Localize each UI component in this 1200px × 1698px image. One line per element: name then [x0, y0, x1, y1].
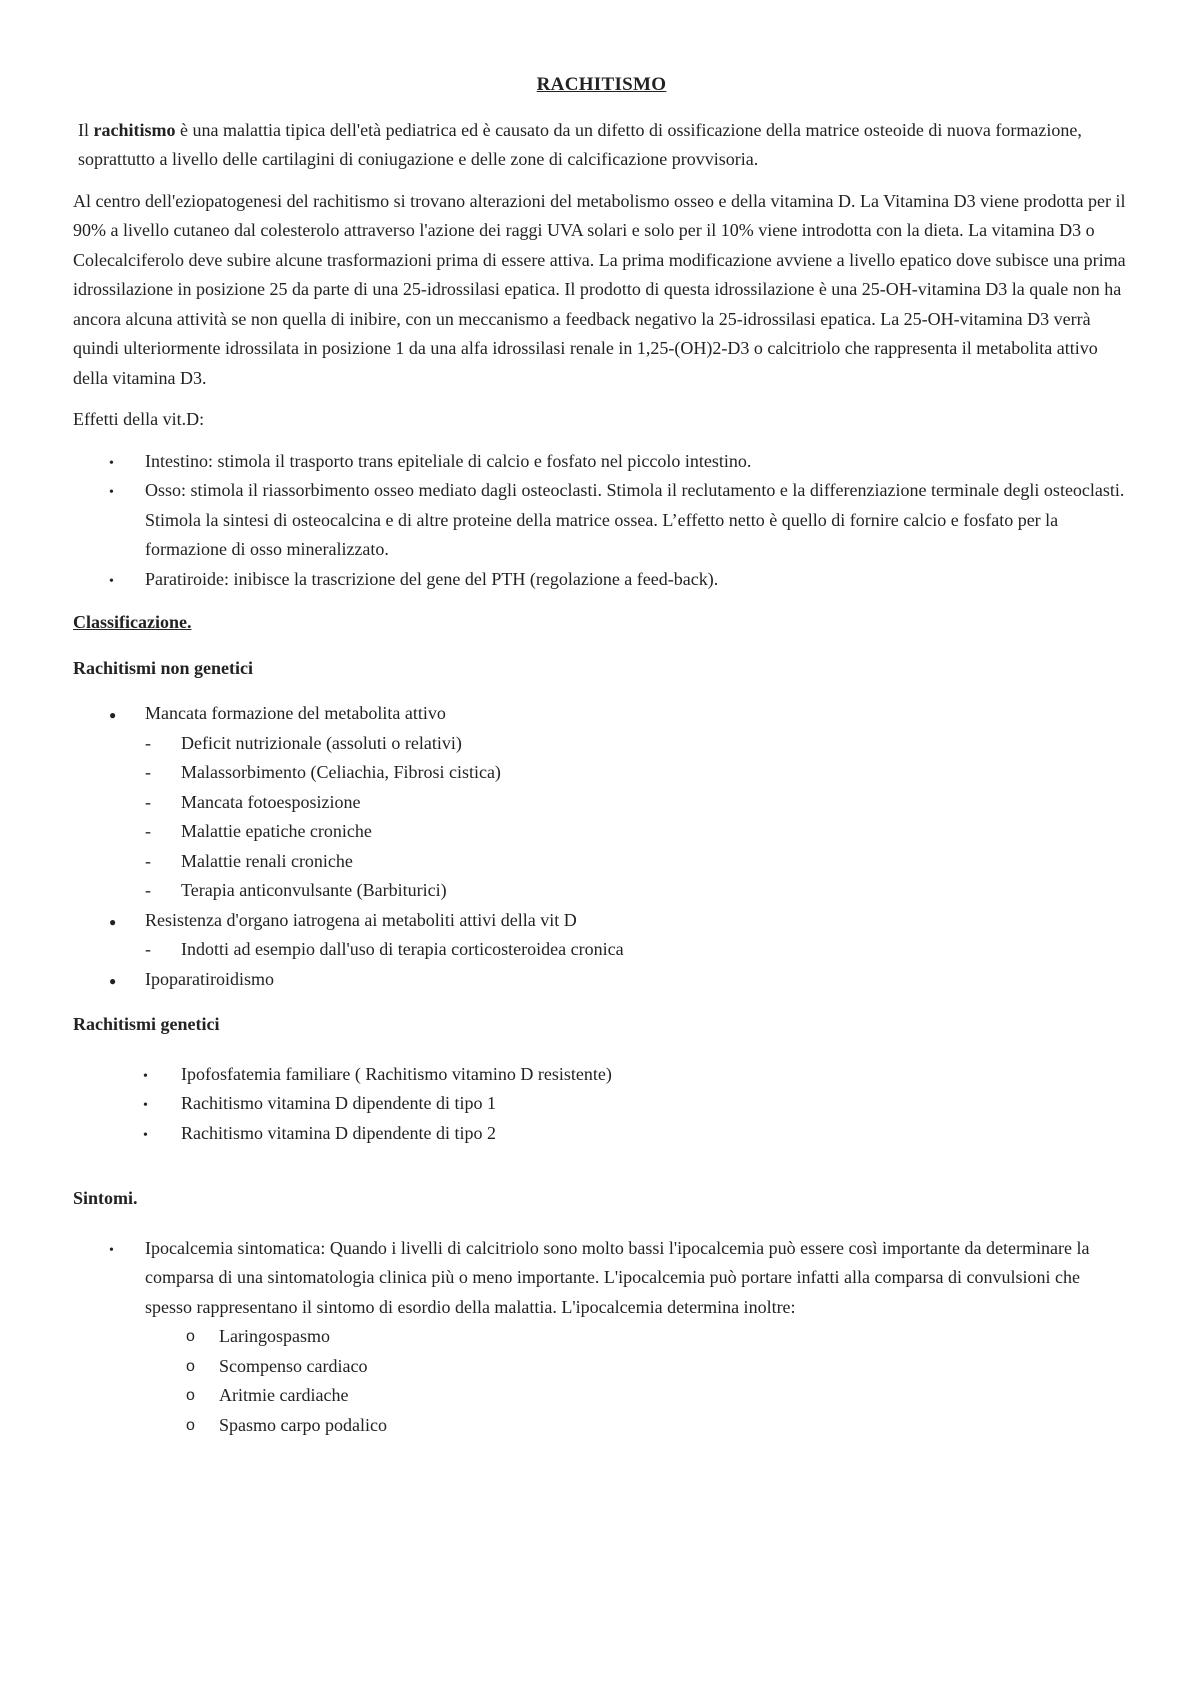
- bullet-icon: [109, 447, 114, 479]
- dash-icon: -: [145, 850, 151, 871]
- circle-bullet-icon: o: [186, 1416, 195, 1434]
- symptoms-heading: Sintomi.: [73, 1188, 138, 1208]
- list-item: o Laringospasmo: [73, 1322, 1130, 1352]
- bullet-icon: [109, 965, 116, 997]
- circle-bullet-icon: o: [186, 1328, 195, 1345]
- non-genetic-heading: Rachitismi non genetici: [73, 657, 253, 678]
- non-genetic-sublist-1: [73, 729, 1130, 906]
- dash-icon: -: [145, 880, 151, 900]
- circle-bullet-icon: o: [186, 1357, 195, 1375]
- bullet-icon: [143, 1089, 148, 1121]
- list-item: • Intestino: stimola il trasporto trans epiteliale di calcio e fosfato nel piccolo intestino.: [73, 447, 1130, 477]
- intro-prefix: Il: [78, 119, 94, 140]
- non-genetic-list-3: [73, 965, 1130, 995]
- list-item: • Ipofosfatemia familiare ( Rachitismo vitamino D resistente): [73, 1060, 1130, 1090]
- bullet-icon: [143, 1119, 148, 1151]
- symptoms-sublist: [73, 1322, 1130, 1440]
- etiopathogenesis-paragraph: Al centro dell'eziopatogenesi del rachitismo si trovano alterazioni del metabolismo osseo e della vitamina D. La Vitamina D3 viene prodotta per il 90% a livello cutaneo dal colesterolo attraverso l'azione dei raggi UVA solari e solo per il 10% viene introdotta con la dieta. La vitamina D3 o Colecalciferolo deve subire alcune trasformazioni prima di essere attiva. La prima modificazione avviene a livello epatico dove subisce una prima idrossilazione in posizione 25 da parte di una 25-idrossilasi epatica. Il prodotto di questa idrossilazione è una 25-OH-vitamina D3 la quale non ha ancora alcuna attività se non quella di inibire, con un meccanismo a feedback negativo la 25-idrossilasi epatica. La 25-OH-vitamina D3 verrà quindi ulteriormente idrossilata in posizione 1 da una alfa idrossilasi renale in 1,25-(OH)2-D3 o calcitriolo che rappresenta il metabolita attivo della vitamina D3.: [73, 190, 1126, 388]
- list-item: ● Resistenza d'organo iatrogena ai metaboliti attivi della vit D: [73, 906, 1130, 936]
- list-item: ● Mancata formazione del metabolita attivo: [73, 699, 1130, 729]
- intro-paragraph: [73, 116, 1130, 175]
- classification-heading: Classificazione.: [73, 612, 192, 632]
- list-item: - Mancata fotoesposizione: [73, 788, 1130, 818]
- bullet-icon: [143, 1060, 148, 1092]
- list-item: • Rachitismo vitamina D dipendente di tipo 1: [73, 1089, 1130, 1119]
- dash-icon: -: [145, 732, 151, 753]
- non-genetic-sublist-2: [73, 935, 1130, 965]
- list-item: • Paratiroide: inibisce la trascrizione del gene del PTH (regolazione a feed-back).: [73, 565, 1130, 595]
- bullet-icon: [109, 699, 116, 731]
- genetic-heading: Rachitismi genetici: [73, 1014, 220, 1034]
- dash-icon: -: [145, 821, 151, 841]
- bullet-icon: [109, 565, 114, 597]
- effects-list: [73, 447, 1130, 595]
- symptoms-list: [73, 1234, 1130, 1323]
- non-genetic-list: [73, 699, 1130, 729]
- list-item: o Spasmo carpo podalico: [73, 1411, 1130, 1441]
- list-item: o Scompenso cardiaco: [73, 1352, 1130, 1382]
- intro-keyword: rachitismo: [93, 119, 176, 140]
- non-genetic-list-2: [73, 906, 1130, 936]
- list-item: ● Ipoparatiroidismo: [73, 965, 1130, 995]
- genetic-list: [73, 1060, 1130, 1149]
- list-item: - Malassorbimento (Celiachia, Fibrosi cistica): [73, 758, 1130, 788]
- list-item: - Malattie renali croniche: [73, 847, 1130, 877]
- bullet-icon: [109, 476, 114, 508]
- intro-text: è una malattia tipica dell'età pediatrica ed è causato da un difetto di ossificazione della matrice osteoide di nuova formazione, soprattutto a livello delle cartilagini di coniugazione e delle zone di calcificazione provvisoria.: [78, 119, 1082, 169]
- list-item: o Aritmie cardiache: [73, 1381, 1130, 1411]
- effects-heading: Effetti della vit.D:: [73, 409, 205, 429]
- list-item: - Deficit nutrizionale (assoluti o relativi): [73, 729, 1130, 759]
- list-item: - Malattie epatiche croniche: [73, 817, 1130, 847]
- bullet-icon: [109, 1234, 114, 1266]
- dash-icon: -: [145, 762, 151, 782]
- list-item: - Indotti ad esempio dall'uso di terapia corticosteroidea cronica: [73, 935, 1130, 965]
- bullet-icon: [109, 906, 116, 938]
- list-item: • Rachitismo vitamina D dipendente di tipo 2: [73, 1119, 1130, 1149]
- list-item: - Terapia anticonvulsante (Barbiturici): [73, 876, 1130, 906]
- document-title: RACHITISMO: [536, 74, 667, 95]
- dash-icon: -: [145, 791, 151, 812]
- dash-icon: -: [145, 939, 151, 959]
- list-item: • Osso: stimola il riassorbimento osseo mediato dagli osteoclasti. Stimola il reclutamento e la differenziazione terminale degli osteoclasti. Stimola la sintesi di osteocalcina e di altre proteine della matrice ossea. L’effetto netto è quello di fornire calcio e fosfato per la formazione di osso mineralizzato.: [73, 476, 1130, 565]
- list-item: • Ipocalcemia sintomatica: Quando i livelli di calcitriolo sono molto bassi l'ipocalcemia può essere così importante da determinare la comparsa di una sintomatologia clinica più o meno importante. L'ipocalcemia può portare infatti alla comparsa di convulsioni che spesso rappresentano il sintomo di esordio della malattia. L'ipocalcemia determina inoltre:: [73, 1234, 1130, 1323]
- spacer: [73, 1162, 1130, 1184]
- circle-bullet-icon: o: [186, 1387, 195, 1404]
